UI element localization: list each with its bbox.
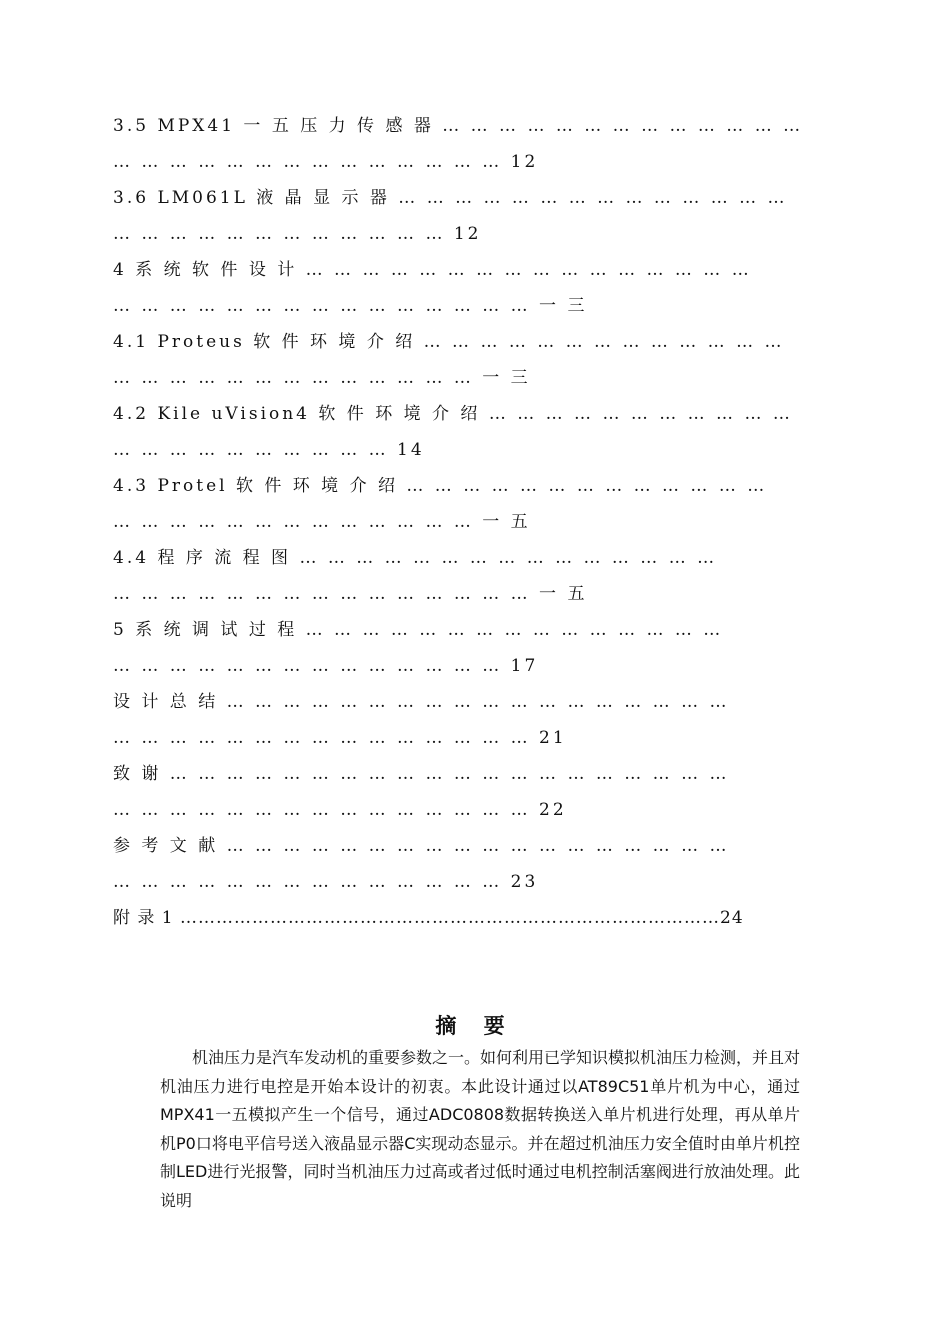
toc-line: … … … … … … … … … … … … … … 17 (113, 656, 539, 676)
toc-line: … … … … … … … … … … … … … … … 一 五 (113, 584, 588, 604)
toc-line: 参 考 文 献 … … … … … … … … … … … … … … … … … … (113, 836, 730, 856)
toc-line: 4.2 Kile uVision4 软 件 环 境 介 绍 … … … … … … … … … … … (113, 404, 793, 424)
toc-line: … … … … … … … … … … … … … … 12 (113, 152, 539, 172)
toc-line: … … … … … … … … … … … … … … … 21 (113, 728, 567, 748)
toc-line: 致 谢 … … … … … … … … … … … … … … … … … … … … (113, 764, 730, 784)
toc-line: 附 录 1 ………………………………………………………………………………24 (113, 908, 744, 928)
toc-line: 4.3 Protel 软 件 环 境 介 绍 … … … … … … … … … … … … … (113, 476, 768, 496)
toc-line: … … … … … … … … … … … … … … 23 (113, 872, 539, 892)
toc-line: … … … … … … … … … … 14 (113, 440, 425, 460)
toc-line: … … … … … … … … … … … … 12 (113, 224, 482, 244)
toc-line: 4 系 统 软 件 设 计 … … … … … … … … … … … … … … … … (113, 260, 752, 280)
toc-line: … … … … … … … … … … … … … 一 五 (113, 512, 531, 532)
toc-line: 5 系 统 调 试 过 程 … … … … … … … … … … … … … … … (113, 620, 724, 640)
toc-line: 3.6 LM061L 液 晶 显 示 器 … … … … … … … … … … … … … … (113, 188, 788, 208)
toc-line: 4.1 Proteus 软 件 环 境 介 绍 … … … … … … … … … … … … … (113, 332, 785, 352)
toc-line: … … … … … … … … … … … … … … … 22 (113, 800, 567, 820)
toc-line: 设 计 总 结 … … … … … … … … … … … … … … … … … … (113, 692, 730, 712)
table-of-contents (113, 108, 853, 936)
toc-line: 3.5 MPX41 一 五 压 力 传 感 器 … … … … … … … … … … … … … (113, 116, 804, 136)
toc-line: … … … … … … … … … … … … … 一 三 (113, 368, 531, 388)
abstract-body: 机油压力是汽车发动机的重要参数之一。如何利用已学知识模拟机油压力检测，并且对机油压力进行电控是开始本设计的初衷。本此设计通过以AT89C51单片机为中心，通过MPX41一五模拟产生一个信号，通过ADC0808数据转换送入单片机进行处理，再从单片机P0口将电平信号送入液晶显示器C实现动态显示。并在超过机油压力安全值时由单片机控制LED进行光报警，同时当机油压力过高或者过低时通过电机控制活塞阀进行放油处理。此说明 (160, 1048, 801, 1210)
toc-line: 4.4 程 序 流 程 图 … … … … … … … … … … … … … … … (113, 548, 718, 568)
toc-line: … … … … … … … … … … … … … … … 一 三 (113, 296, 588, 316)
abstract-title: 摘 要 (435, 1013, 515, 1038)
